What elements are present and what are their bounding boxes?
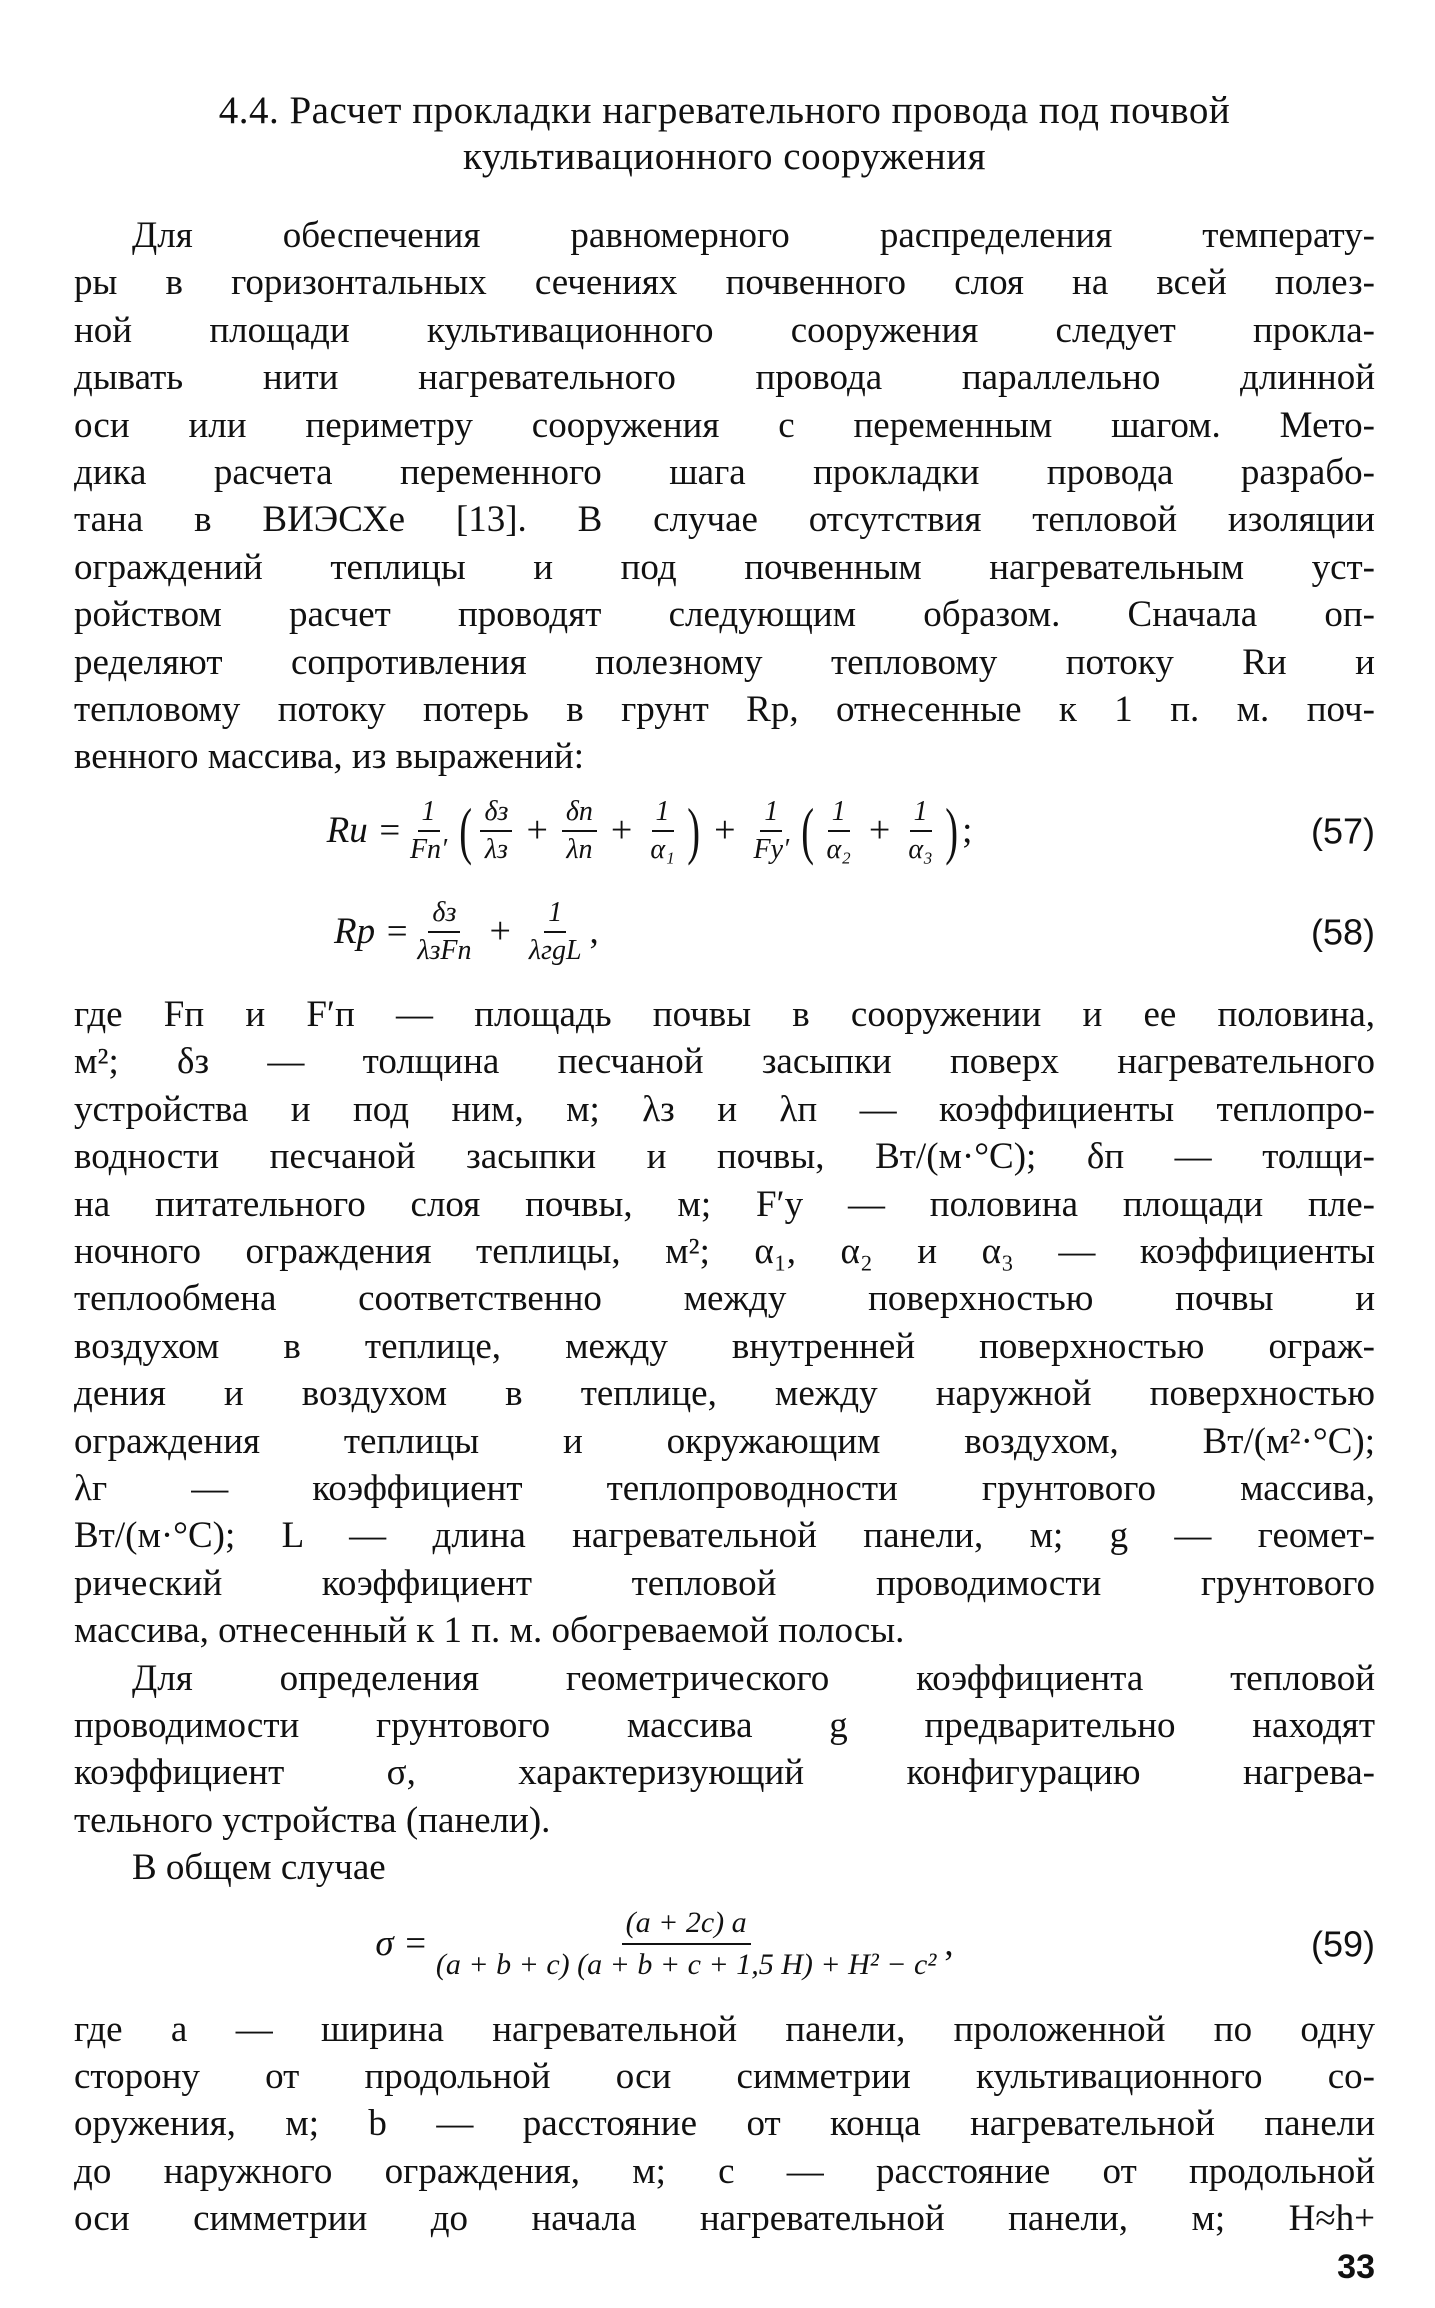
text-line: ной площади культивационного сооружения следует прокла- [74, 309, 1375, 351]
eq57-f6-den: α₂ [826, 833, 851, 865]
text-line: ределяют сопротивления полезному тепловому потоку Rи и [74, 641, 1375, 683]
eq59-den: (a + b + c) (a + b + c + 1,5 H) + H² − c² [435, 1947, 937, 1981]
eq57-f2-den: λз [484, 833, 508, 865]
text-line: венного массива, из выражений: [74, 736, 585, 778]
plus-sign: + [714, 809, 736, 852]
eq57-f6-num: 1 [828, 796, 850, 832]
eq58-lhs: Rр = [334, 911, 410, 953]
equation-58 [74, 881, 1375, 983]
section-heading-line-1: 4.4. Расчет прокладки нагревательного провода под почвой [218, 89, 1231, 132]
plus-sign: + [868, 809, 891, 852]
text-line: λг — коэффициент теплопроводности грунтового массива, [74, 1467, 1375, 1509]
text-line: В общем случае [132, 1847, 386, 1889]
text-line: устройства и под ним, м; λз и λп — коэффициенты теплопро- [74, 1088, 1375, 1130]
equation-number-57: (57) [1310, 810, 1375, 852]
left-paren: ( [801, 794, 815, 866]
eq57-fraction [646, 796, 678, 866]
eq58-fraction [525, 897, 586, 967]
plus-sign: + [526, 809, 548, 852]
paragraph-variables [74, 2006, 1375, 2243]
text-line: Вт/(м·°С); L — длина нагревательной панели, м; g — геомет- [74, 1515, 1375, 1557]
text-line: где Fп и F′п — площадь почвы в сооружении и ее половина, [74, 993, 1375, 1035]
plus-sign: + [610, 809, 633, 852]
text-line: оси или периметру сооружения с переменным шагом. Мето- [74, 404, 1375, 446]
text-line: дика расчета переменного шага прокладки провода разрабо- [74, 452, 1375, 494]
eq59-num: (a + 2c) a [622, 1905, 751, 1945]
page-number: 33 [1337, 2248, 1375, 2286]
eq59-tail: , [944, 1922, 954, 1964]
text-line: ры в горизонтальных сечениях почвенного слоя на всей полез- [74, 262, 1375, 304]
eq57-f7-num: 1 [910, 796, 932, 832]
text-line: ройством расчет проводят следующим образом. Сначала оп- [74, 594, 1375, 636]
eq59-lhs: σ = [375, 1922, 428, 1964]
text-line: м²; δз — толщина песчаной засыпки поверх нагревательного [74, 1041, 1375, 1083]
left-paren: ( [459, 794, 473, 866]
eq58-fraction [413, 897, 475, 967]
equation-number-59: (59) [1310, 1922, 1375, 1964]
eq57-f4-num: 1 [652, 796, 674, 832]
text-line: тельного устройства (панели). [74, 1799, 551, 1841]
text-line: оси симметрии до начала нагревательной панели, м; H≈h+ [74, 2198, 1375, 2240]
text-line: на питательного слоя почвы, м; F′у — половина площади пле- [74, 1183, 1375, 1225]
text-line: теплообмена соответственно между поверхностью почвы и [74, 1278, 1375, 1320]
text-line: Для определения геометрического коэффициента тепловой [132, 1657, 1375, 1699]
text-line: коэффициент σ, характеризующий конфигурацию нагрева- [74, 1752, 1375, 1794]
equation-57-body [74, 796, 1375, 866]
text-line: проводимости грунтового массива g предварительно находят [74, 1704, 1375, 1746]
text-line: водности песчаной засыпки и почвы, Вт/(м·°С); δп — толщи- [74, 1136, 1375, 1178]
text-line: сторону от продольной оси симметрии культивационного со- [74, 2056, 1375, 2097]
eq57-f2-num: δз [480, 796, 512, 832]
eq57-tail: ; [962, 810, 973, 852]
eq57-fraction [406, 796, 451, 866]
plus-sign: + [489, 910, 511, 953]
paragraph-general-case [74, 1844, 1375, 1891]
eq58-f1-den: λзFп [417, 934, 472, 966]
equation-59-body [74, 1905, 1375, 1983]
eq57-f5-num: 1 [760, 796, 782, 832]
section-heading [74, 88, 1375, 180]
text-line: Для обеспечения равномерного распределения температу- [132, 215, 1375, 256]
eq57-f1-num: 1 [418, 796, 440, 832]
text-line: рический коэффициент тепловой проводимости грунтового [74, 1562, 1375, 1604]
equation-number-58: (58) [1310, 911, 1375, 953]
text-line: тана в ВИЭСХе [13]. В случае отсутствия тепловой изоляции [74, 499, 1375, 541]
paragraph-intro [74, 212, 1375, 781]
eq57-f4-den: α₁ [650, 833, 675, 865]
eq57-f7-den: α₃ [908, 833, 933, 865]
eq57-fraction [480, 796, 512, 866]
section-heading-line-2: культивационного сооружения [462, 135, 987, 178]
equation-57 [74, 781, 1375, 881]
right-paren: ) [687, 794, 700, 866]
eq57-fraction [750, 796, 794, 866]
text-line: ограждений теплицы и под почвенным нагревательным уст- [74, 546, 1375, 588]
text-line: до наружного ограждения, м; c — расстояние от продольной [74, 2150, 1375, 2192]
eq57-fraction [904, 796, 936, 866]
eq59-fraction [432, 1905, 940, 1983]
eq57-fraction [822, 796, 854, 866]
text-line: дения и воздухом в теплице, между наружной поверхностью [74, 1373, 1375, 1415]
text-line: оружения, м; b — расстояние от конца нагревательной панели [74, 2103, 1375, 2145]
text-line: где a — ширина нагревательной панели, проложенной по одну [74, 2008, 1375, 2050]
eq57-f5-den: Fу′ [753, 833, 790, 865]
eq57-f1-den: Fп′ [409, 833, 448, 865]
eq58-f2-num: 1 [544, 897, 566, 933]
eq57-f3-num: δп [562, 796, 597, 832]
paragraph-definitions [74, 991, 1375, 1655]
eq58-f2-den: λгgL [528, 934, 582, 966]
paragraph-geometric-coefficient [74, 1655, 1375, 1845]
eq58-f1-num: δз [428, 897, 460, 933]
eq57-lhs: Rи = [326, 810, 402, 852]
text-line: массива, отнесенный к 1 п. м. обогреваемой полосы. [74, 1610, 905, 1652]
eq57-fraction [562, 796, 597, 866]
text-line: ограждения теплицы и окружающим воздухом, Вт/(м²·°С); [74, 1420, 1375, 1462]
eq58-tail: , [589, 911, 599, 953]
text-line: тепловому потоку потерь в грунт Rр, отнесенные к 1 п. м. поч- [74, 689, 1375, 731]
equation-59 [74, 1892, 1375, 1996]
equation-58-body [74, 897, 1375, 967]
text-line: ночного ограждения теплицы, м²; α₁, α₂ и α₃ — коэффициенты [74, 1230, 1375, 1272]
eq57-f3-den: λп [566, 833, 593, 865]
right-paren: ) [945, 794, 958, 866]
text-line: воздухом в теплице, между внутренней поверхностью ограж- [74, 1325, 1375, 1367]
text-line: дывать нити нагревательного провода параллельно длинной [74, 357, 1375, 399]
